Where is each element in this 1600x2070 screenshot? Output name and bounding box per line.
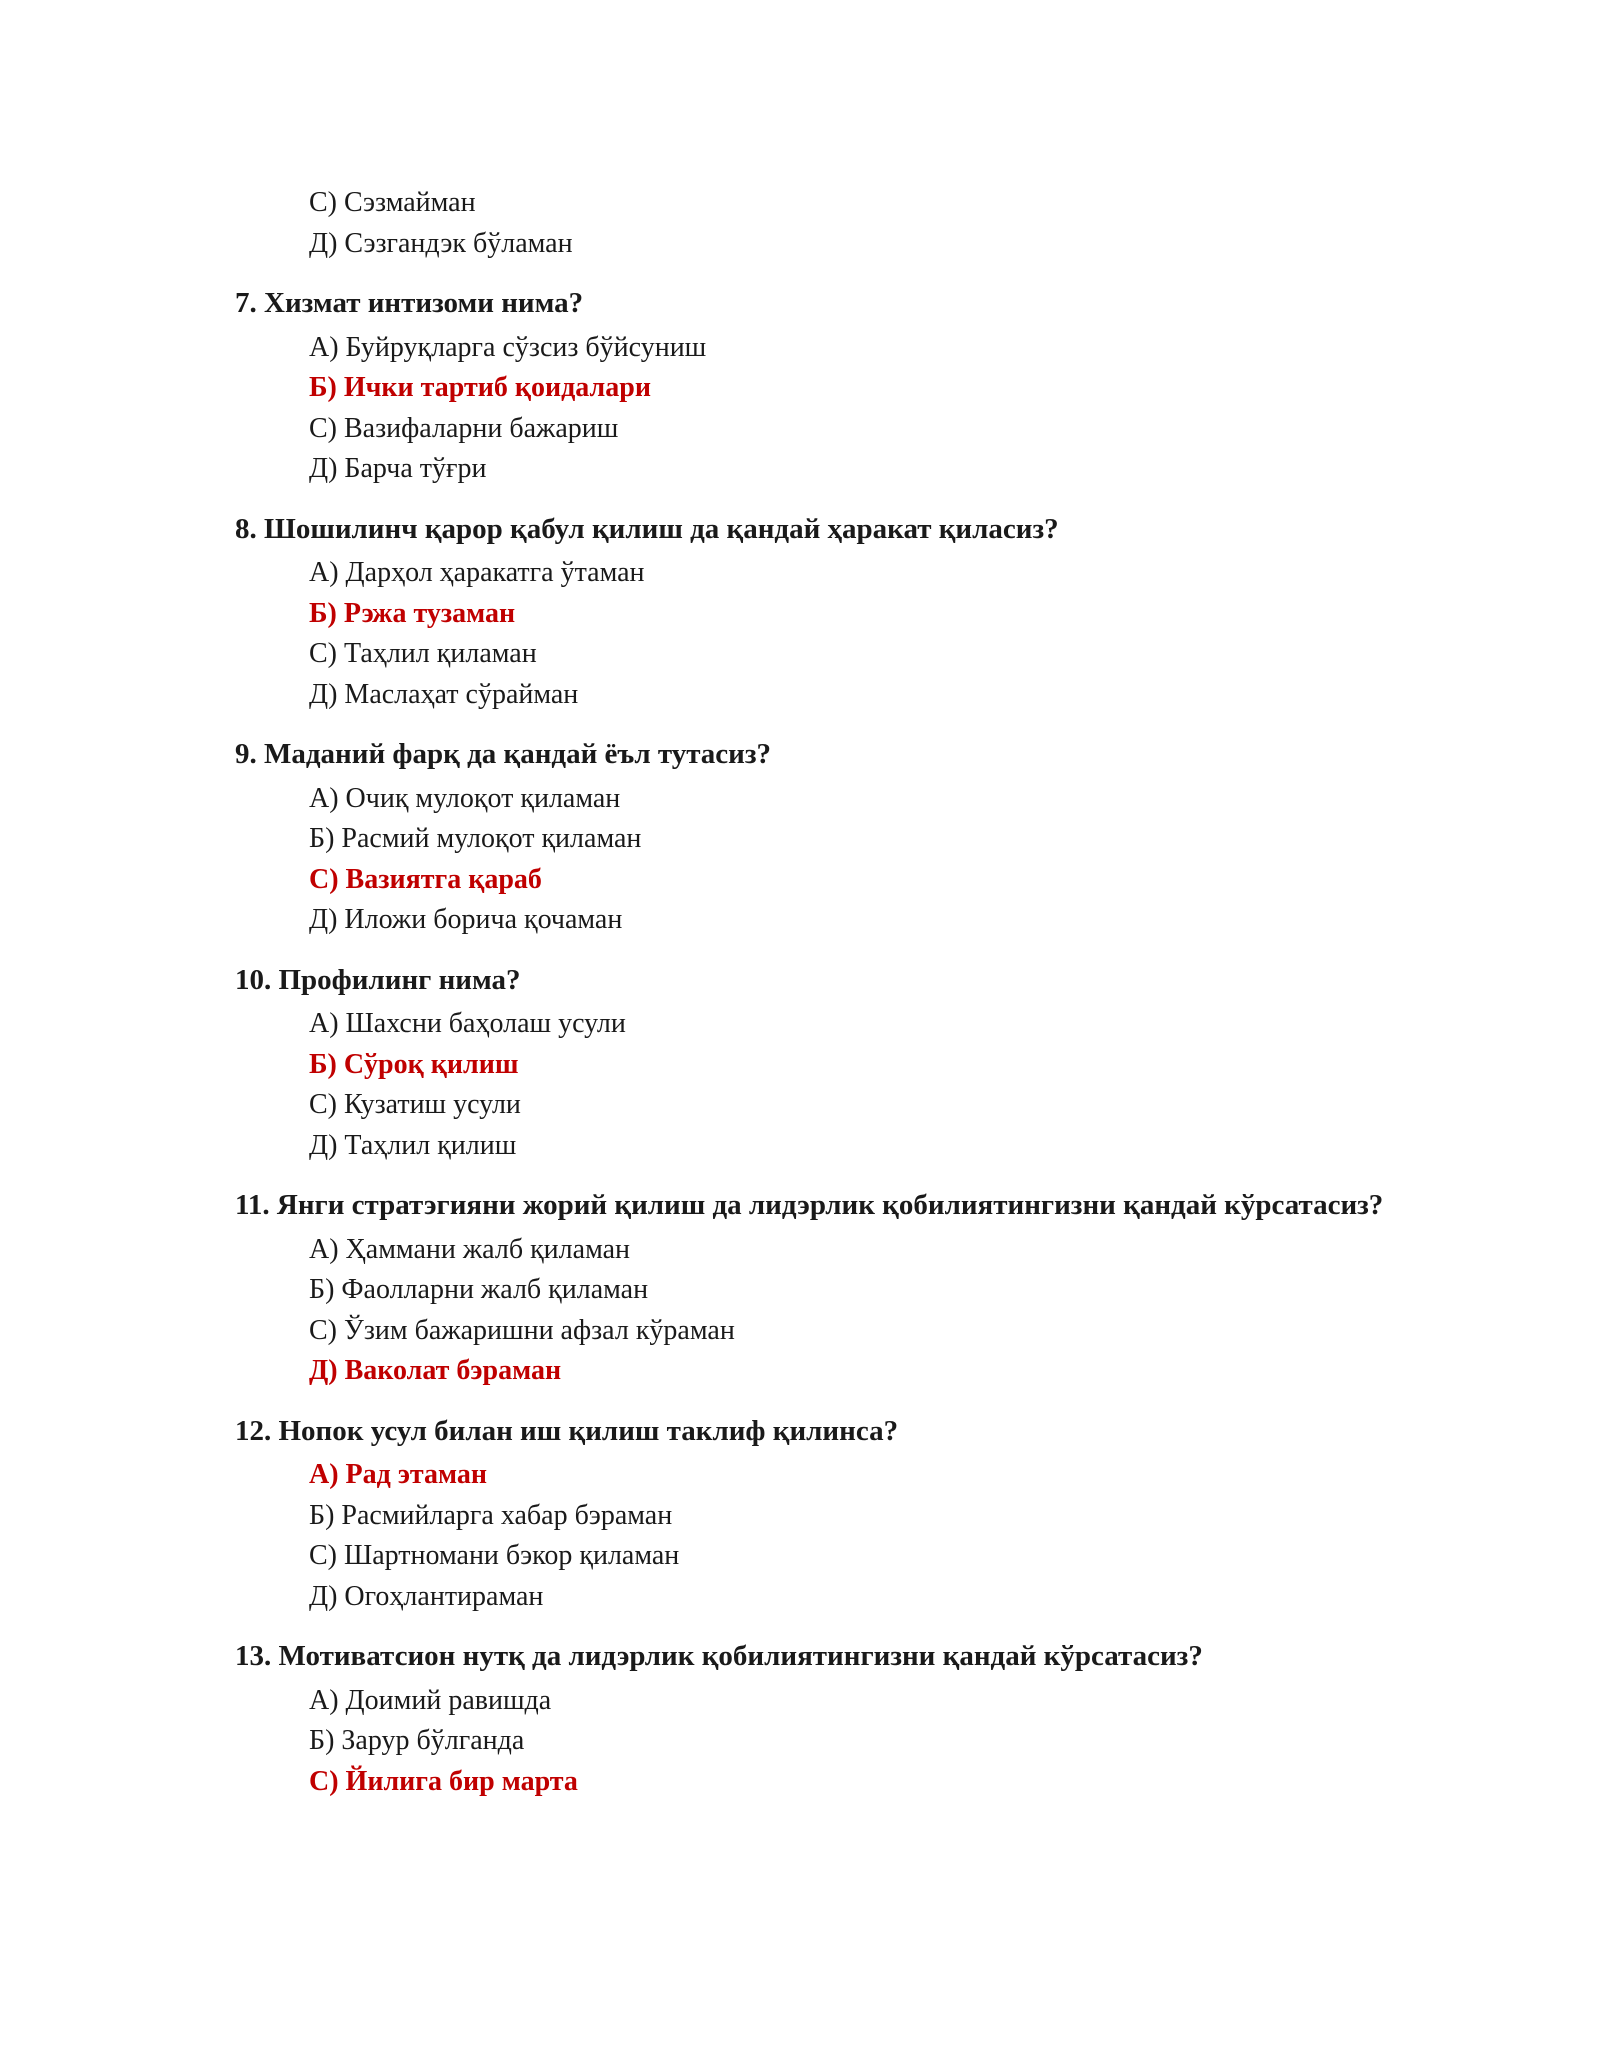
answer-option: С) Кузатиш усули — [309, 1089, 521, 1120]
quiz-content — [235, 183, 1415, 1802]
answer-option: Д) Сэзгандэк бўламан — [309, 227, 573, 259]
answer-option: С) Шартномани бэкор қиламан — [309, 1540, 680, 1571]
question-block-11 — [235, 1185, 1415, 1392]
correct-answer-option: С) Вазиятга қараб — [309, 863, 542, 895]
answer-option: Д) Огоҳлантираман — [309, 1580, 544, 1612]
answer-option: С) Вазифаларни бажариш — [309, 412, 619, 444]
answer-option: Б) Зарур бўлганда — [309, 1725, 525, 1756]
answer-option: Б) Расмийларга хабар бэраман — [309, 1499, 673, 1531]
question-block-10 — [235, 960, 1415, 1167]
correct-answer-option: Д) Ваколат бэраман — [309, 1355, 562, 1386]
question-title: 12. Нопок усул билан иш қилиш таклиф қилинса? — [235, 1414, 899, 1447]
question-title: 13. Мотиватсион нутқ да лидэрлик қобилиятингизни қандай кўрсатасиз? — [235, 1640, 1203, 1672]
answer-option: Д) Маслаҳат сўрайман — [309, 678, 579, 710]
question-block-7 — [235, 283, 1415, 490]
answer-option: А) Буйруқларга сўзсиз бўйсуниш — [309, 331, 707, 363]
question-block-9 — [235, 734, 1415, 941]
answer-option: Б) Фаолларни жалб қиламан — [309, 1274, 649, 1305]
question-title: 9. Маданий фарқ да қандай ёъл тутасиз? — [235, 738, 772, 770]
answer-option: А) Дарҳол ҳаракатга ўтаман — [309, 557, 645, 588]
answer-option: С) Сэзмайман — [309, 187, 476, 218]
question-block-8 — [235, 509, 1415, 716]
answer-option: А) Шахсни баҳолаш усули — [309, 1008, 626, 1039]
question-block-12 — [235, 1411, 1415, 1618]
question-title: 7. Хизмат интизоми нима? — [235, 287, 584, 319]
question-title: 10. Профилинг нима? — [235, 963, 521, 996]
answer-option: Д) Таҳлил қилиш — [309, 1129, 517, 1161]
answer-option: А) Очиқ мулоқот қиламан — [309, 782, 621, 814]
correct-answer-option: А) Рад этаман — [309, 1459, 488, 1490]
answer-option: С) Ўзим бажаришни афзал кўраман — [309, 1314, 735, 1346]
question-title: 11. Янги стратэгияни жорий қилиш да лидэрлик қобилиятингизни қандай кўрсатасиз? — [235, 1189, 1384, 1221]
answer-option: Б) Расмий мулоқот қиламан — [309, 823, 642, 854]
answer-option: Д) Иложи борича қочаман — [309, 904, 623, 935]
answer-option: А) Доимий равишда — [309, 1684, 552, 1716]
question-block-13 — [235, 1636, 1415, 1802]
correct-answer-option: Б) Ички тартиб қоидалари — [309, 372, 651, 403]
intro-options — [235, 183, 1415, 264]
answer-option: С) Таҳлил қиламан — [309, 638, 537, 669]
answer-option: Д) Барча тўғри — [309, 453, 487, 484]
correct-answer-option: Б) Сўроқ қилиш — [309, 1048, 519, 1080]
answer-option: А) Ҳаммани жалб қиламан — [309, 1233, 631, 1265]
question-title: 8. Шошилинч қарор қабул қилиш да қандай ҳаракат қиласиз? — [235, 512, 1059, 545]
correct-answer-option: Б) Рэжа тузаман — [309, 597, 516, 629]
correct-answer-option: С) Йилига бир марта — [309, 1765, 578, 1797]
